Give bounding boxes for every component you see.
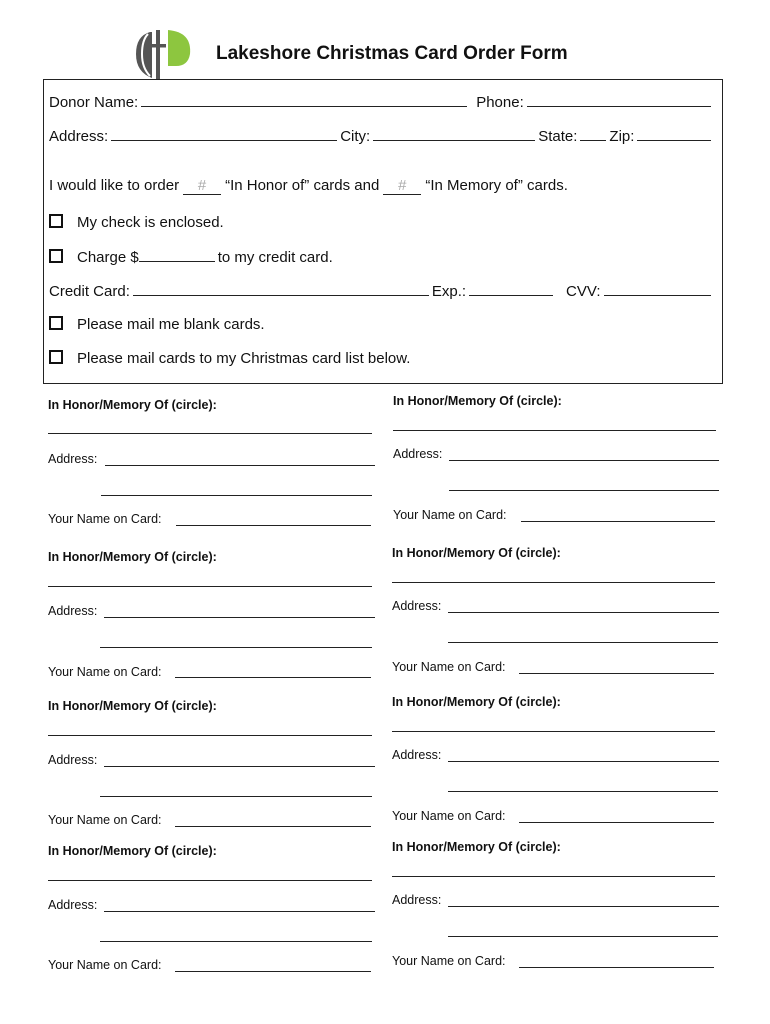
cvv-label: CVV: [566,283,601,300]
phone-field[interactable] [527,92,711,107]
entry-address-field-2[interactable] [449,490,719,491]
honoree-field[interactable] [392,731,715,732]
entry-address-field[interactable] [449,460,719,461]
entry-address-field-2[interactable] [101,495,372,496]
entry-title: In Honor/Memory Of (circle): [48,699,217,713]
entry-your-name-field[interactable] [176,525,371,526]
entry-title: In Honor/Memory Of (circle): [392,546,561,560]
charge-prefix: Charge $ [77,249,139,266]
entry-address-field[interactable] [104,911,375,912]
mail-blank-label: Please mail me blank cards. [77,316,265,333]
church-cross-flame-icon [132,26,204,84]
entry-your-name-label: Your Name on Card: [392,809,506,823]
entry-your-name-field[interactable] [175,971,371,972]
entry-your-name-label: Your Name on Card: [392,660,506,674]
credit-card-field[interactable] [133,281,429,296]
charge-card-checkbox[interactable] [49,249,63,263]
check-enclosed-checkbox[interactable] [49,214,63,228]
entry-your-name-field[interactable] [519,822,714,823]
form-title: Lakeshore Christmas Card Order Form [216,43,568,64]
state-field[interactable] [580,126,606,141]
entry-address-label: Address: [48,452,98,466]
check-row [49,213,714,231]
honor-text: “In Honor of” cards and [225,177,380,194]
order-prefix: I would like to order [49,177,180,194]
honoree-field[interactable] [48,433,372,434]
entry-your-name-field[interactable] [519,673,714,674]
entry-address-field[interactable] [448,906,719,907]
memory-count-field[interactable]: # [383,177,421,195]
entry-address-label: Address: [393,447,443,461]
honoree-field[interactable] [392,582,715,583]
entry-your-name-label: Your Name on Card: [48,813,162,827]
entry-address-label: Address: [392,599,442,613]
entry-address-label: Address: [48,604,98,618]
header [132,26,732,86]
entry-your-name-field[interactable] [175,677,371,678]
entry-title: In Honor/Memory Of (circle): [48,550,217,564]
phone-label: Phone: [476,94,524,111]
address-field[interactable] [111,126,337,141]
honor-count-field[interactable]: # [183,177,221,195]
address-row [49,126,714,145]
entry-title: In Honor/Memory Of (circle): [392,840,561,854]
donor-name-field[interactable] [141,92,467,107]
credit-card-row [49,281,714,300]
entry-address-label: Address: [48,753,98,767]
order-row [49,177,714,195]
entry-your-name-label: Your Name on Card: [393,508,507,522]
entry-title: In Honor/Memory Of (circle): [48,844,217,858]
city-field[interactable] [373,126,535,141]
mail-blank-checkbox[interactable] [49,316,63,330]
charge-row [49,247,714,266]
entry-title: In Honor/Memory Of (circle): [393,394,562,408]
state-label: State: [538,128,578,145]
entry-your-name-label: Your Name on Card: [392,954,506,968]
cvv-field[interactable] [604,281,712,296]
entry-address-label: Address: [392,893,442,907]
entry-address-field-2[interactable] [100,647,372,648]
entry-your-name-field[interactable] [519,967,714,968]
zip-label: Zip: [609,128,635,145]
entry-address-field-2[interactable] [448,791,718,792]
entry-address-field[interactable] [104,766,375,767]
honoree-field[interactable] [48,735,372,736]
donor-info-box [43,79,723,384]
exp-field[interactable] [469,281,553,296]
entry-address-field[interactable] [104,617,375,618]
entry-address-field-2[interactable] [100,796,372,797]
donor-row [49,92,714,111]
entry-your-name-label: Your Name on Card: [48,665,162,679]
entry-address-field[interactable] [448,612,719,613]
entry-address-label: Address: [48,898,98,912]
mail-list-label: Please mail cards to my Christmas card list below. [77,350,411,367]
memory-text: “In Memory of” cards. [425,177,568,194]
entry-address-field-2[interactable] [448,642,718,643]
entry-address-field[interactable] [105,465,375,466]
honoree-field[interactable] [48,586,372,587]
entry-your-name-label: Your Name on Card: [48,958,162,972]
exp-label: Exp.: [431,283,467,300]
zip-field[interactable] [637,126,711,141]
entry-your-name-label: Your Name on Card: [48,512,162,526]
honoree-field[interactable] [393,430,716,431]
address-label: Address: [49,128,109,145]
charge-amount-field[interactable] [139,247,215,262]
entry-address-field-2[interactable] [100,941,372,942]
honoree-field[interactable] [48,880,372,881]
entry-title: In Honor/Memory Of (circle): [392,695,561,709]
charge-suffix: to my credit card. [217,249,333,266]
donor-name-label: Donor Name: [49,94,139,111]
honoree-field[interactable] [392,876,715,877]
entry-address-field[interactable] [448,761,719,762]
check-enclosed-label: My check is enclosed. [77,214,224,231]
entry-title: In Honor/Memory Of (circle): [48,398,217,412]
entry-your-name-field[interactable] [521,521,715,522]
entry-address-label: Address: [392,748,442,762]
mail-list-checkbox[interactable] [49,350,63,364]
credit-card-label: Credit Card: [49,283,130,300]
mail-list-row [49,349,714,367]
city-label: City: [340,128,371,145]
entry-your-name-field[interactable] [175,826,371,827]
mail-blank-row [49,315,714,333]
entry-address-field-2[interactable] [448,936,718,937]
